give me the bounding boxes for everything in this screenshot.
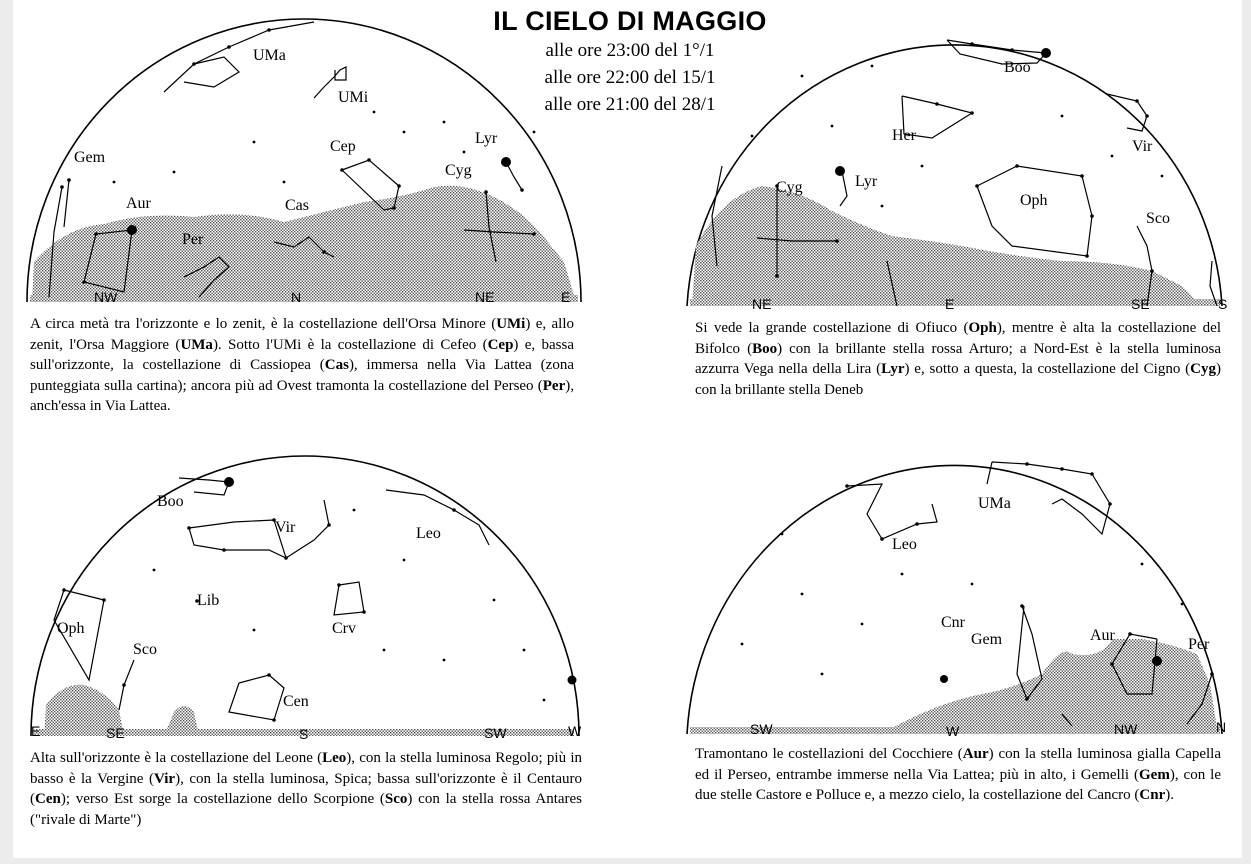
caption-abbrev: Vir <box>153 770 176 787</box>
label-her: Her <box>892 127 916 144</box>
dir-e: E <box>561 289 571 305</box>
label-cas: Cas <box>285 197 309 214</box>
label-gem: Gem <box>74 149 106 166</box>
dir-n: N <box>291 289 302 305</box>
caption-abbrev: Lyr <box>881 361 905 377</box>
time-line-1: alle ore 23:00 del 1°/1 <box>545 40 715 61</box>
milky-way-band <box>692 186 1202 306</box>
label-vir: Vir <box>275 519 296 536</box>
label-aur: Aur <box>1090 627 1115 644</box>
label-lyr: Lyr <box>855 173 878 190</box>
caption-text: ), anch'essa in Via Lattea. <box>30 377 574 414</box>
label-cep: Cep <box>330 138 356 155</box>
label-umi: UMi <box>338 89 369 106</box>
label-per: Per <box>1188 636 1210 653</box>
capella-star <box>127 225 137 235</box>
caption-abbrev: Cas <box>324 357 349 373</box>
caption-text: ) e, allo zenit, l'Orsa Maggiore ( <box>30 316 574 353</box>
caption-south <box>30 748 582 830</box>
dir-ne: NE <box>752 296 772 312</box>
milky-way-band <box>882 639 1218 734</box>
cen-lines <box>229 675 284 720</box>
label-boo: Boo <box>157 493 184 510</box>
capella-star <box>1152 656 1162 666</box>
caption-text: ), con la stella luminosa, Spica; bassa sull'orizzonte è il Centauro ( <box>30 770 582 807</box>
caption-abbrev: UMi <box>496 316 526 332</box>
caption-east <box>695 318 1221 400</box>
uma-lines <box>164 22 314 92</box>
caption-abbrev: UMa <box>180 336 213 353</box>
caption-west <box>695 744 1221 806</box>
boo-lines <box>947 40 1046 64</box>
crv-lines <box>334 582 364 615</box>
vega-star <box>501 157 511 167</box>
label-boo: Boo <box>1004 59 1031 76</box>
time-line-3: alle ore 21:00 del 28/1 <box>544 94 716 115</box>
caption-abbrev: Aur <box>962 746 989 762</box>
caption-text: ) e, sotto a questa, la costellazione del Cigno ( <box>904 361 1191 377</box>
caption-text: ), immersa nella Via Lattea (zona punteggiata sulla cartina); ancora più ad Ovest tramonta la costellazione del Perseo ( <box>30 357 574 394</box>
time-line-2: alle ore 22:00 del 15/1 <box>544 67 716 88</box>
regolo-star <box>568 676 577 685</box>
arturo-star <box>224 477 234 487</box>
caption-text: ) con la stella luminosa gialla Capella ed il Perseo, entrambe immerse nella Via Lattea; più in alto, i Gemelli ( <box>695 746 1222 783</box>
caption-text: ); verso Est sorge la costellazione dello Scorpione ( <box>60 791 385 807</box>
label-gem: Gem <box>971 631 1003 648</box>
dir-e: E <box>31 723 41 739</box>
label-aur: Aur <box>126 195 151 212</box>
caption-text: ). <box>1165 787 1174 803</box>
dir-sw: SW <box>750 721 773 737</box>
caption-abbrev: Cnr <box>1139 787 1166 803</box>
caption-abbrev: Cen <box>35 791 61 807</box>
label-cnr: Cnr <box>941 614 965 631</box>
caption-text: A circa metà tra l'orizzonte e lo zenit, è la costellazione dell'Orsa Minore ( <box>30 316 497 332</box>
dir-w: W <box>946 723 960 739</box>
dir-nw: NW <box>94 289 118 305</box>
caption-abbrev: Per <box>542 377 566 394</box>
label-lib: Lib <box>197 592 220 609</box>
label-sco: Sco <box>1146 210 1170 227</box>
caption-text: ) con la brillante stella rossa Arturo; a Nord-Est è la stella luminosa azzurra Vega nella della Lira ( <box>695 340 1221 377</box>
caption-text: ), con le due stelle Castore e Polluce e, a mezzo cielo, la costellazione del Cancro ( <box>695 766 1221 803</box>
label-cen: Cen <box>283 693 309 710</box>
dir-s: S <box>1218 296 1228 312</box>
caption-text: ) e, bassa sull'orizzonte, la costellazione di Cassiopea ( <box>30 336 575 373</box>
caption-text: ), mentre è alta la costellazione del Bifolco ( <box>695 320 1221 357</box>
vega-star <box>835 166 845 176</box>
sky-chart-south <box>24 450 586 744</box>
dir-se: SE <box>106 725 125 741</box>
label-uma: UMa <box>978 495 1011 512</box>
label-crv: Crv <box>332 620 356 637</box>
label-cyg: Cyg <box>776 179 803 196</box>
label-leo: Leo <box>892 536 917 553</box>
dir-sw: SW <box>484 725 507 741</box>
sky-chart-east <box>682 16 1232 312</box>
caption-text: Tramontano le costellazioni del Cocchiere ( <box>695 746 963 762</box>
caption-abbrev: Gem <box>1139 766 1170 783</box>
caption-abbrev: Sco <box>384 791 408 807</box>
dir-e: E <box>945 296 955 312</box>
caption-north <box>30 314 574 417</box>
dir-n: N <box>1216 719 1227 735</box>
caption-text: ) con la brillante stella Deneb <box>695 361 1221 398</box>
caption-abbrev: Boo <box>752 340 778 357</box>
dir-w: W <box>568 723 582 739</box>
label-sco: Sco <box>133 641 157 658</box>
label-oph: Oph <box>57 620 85 637</box>
dir-nw: NW <box>1114 721 1138 737</box>
caption-text: Si vede la grande costellazione di Ofiuco ( <box>695 320 969 336</box>
caption-text: ). Sotto l'UMi è la costellazione di Cefeo ( <box>212 336 488 353</box>
caption-text: ) con la stella rossa Antares ("rivale di Marte") <box>30 791 583 828</box>
dir-ne: NE <box>475 289 495 305</box>
vir-lines <box>189 520 286 558</box>
label-cyg: Cyg <box>445 162 472 179</box>
caption-abbrev: Cep <box>487 336 514 353</box>
caption-text: ), con la stella luminosa Regolo; più in basso è la Vergine ( <box>30 750 582 787</box>
dir-s: S <box>299 726 309 742</box>
dir-se: SE <box>1131 296 1150 312</box>
label-lyr: Lyr <box>475 130 498 147</box>
label-vir: Vir <box>1132 138 1153 155</box>
label-uma: UMa <box>253 47 286 64</box>
label-leo: Leo <box>416 525 441 542</box>
caption-abbrev: Cyg <box>1190 361 1216 377</box>
caption-abbrev: Leo <box>322 750 347 766</box>
arturo-star <box>1041 48 1051 58</box>
sky-chart-north <box>24 12 586 310</box>
label-oph: Oph <box>1020 192 1048 209</box>
sky-chart-west <box>682 444 1232 740</box>
caption-text: Alta sull'orizzonte è la costellazione del Leone ( <box>30 750 323 766</box>
caption-abbrev: Oph <box>968 320 997 336</box>
label-per: Per <box>182 231 204 248</box>
cnr-star <box>940 675 948 683</box>
page-title: IL CIELO DI MAGGIO <box>493 6 767 36</box>
oph-lines <box>977 166 1092 256</box>
